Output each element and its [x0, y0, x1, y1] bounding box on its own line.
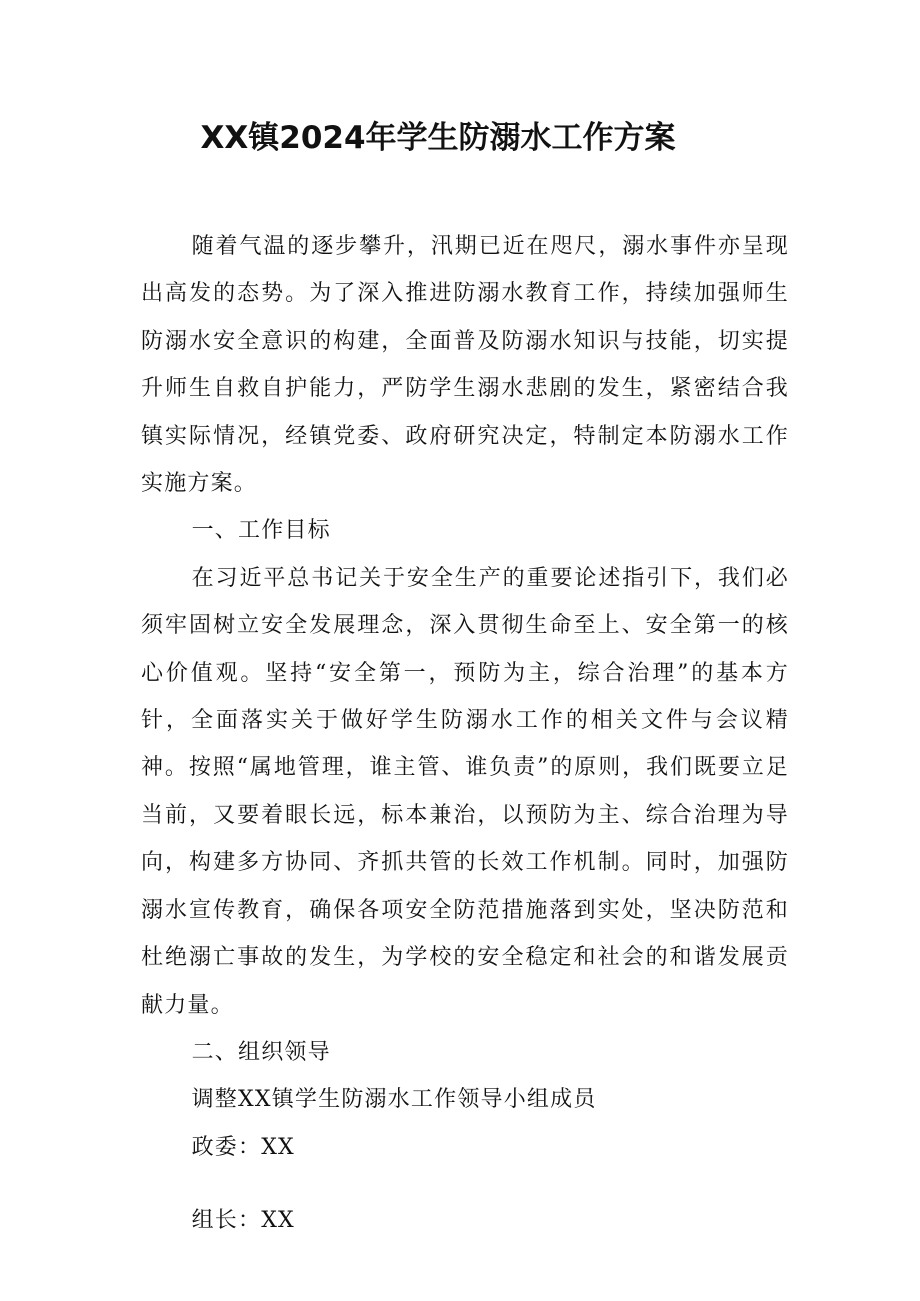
- document-title: XX镇2024年学生防溺水工作方案: [200, 120, 676, 156]
- goals-paragraph: 在习近平总书记关于安全生产的重要论述指引下，我们必须牢固树立安全发展理念，深入贯彻生命至上、安全第一的核心价值观。坚持“安全第一，预防为主，综合治理”的基本方针，全面落实关于做好学生防溺水工作的相关文件与会议精神。按照“属地管理，谁主管、谁负责”的原则，我们既要立足当前，又要着眼长远，标本兼治，以预防为主、综合治理为导向，构建多方协同、齐抓共管的长效工作机制。同时，加强防溺水宣传教育，确保各项安全防范措施落到实处，坚决防范和杜绝溺亡事故的发生，为学校的安全稳定和社会的和谐发展贡献力量。: [141, 565, 789, 1018]
- section-heading-leadership: 二、组织领导: [191, 1039, 331, 1065]
- section-heading-goals: 一、工作目标: [191, 518, 331, 544]
- member-line-group-leader: 组长：XX: [191, 1208, 295, 1234]
- member-line-political-commissar: 政委：XX: [191, 1134, 295, 1160]
- intro-paragraph: 随着气温的逐步攀升，汛期已近在咫尺，溺水事件亦呈现出高发的态势。为了深入推进防溺水教育工作，持续加强师生防溺水安全意识的构建，全面普及防溺水知识与技能，切实提升师生自救自护能力，严防学生溺水悲剧的发生，紧密结合我镇实际情况，经镇党委、政府研究决定，特制定本防溺水工作实施方案。: [141, 234, 789, 497]
- document-body: [141, 223, 789, 1245]
- leadership-group-line: 调整XX镇学生防溺水工作领导小组成员: [191, 1087, 597, 1113]
